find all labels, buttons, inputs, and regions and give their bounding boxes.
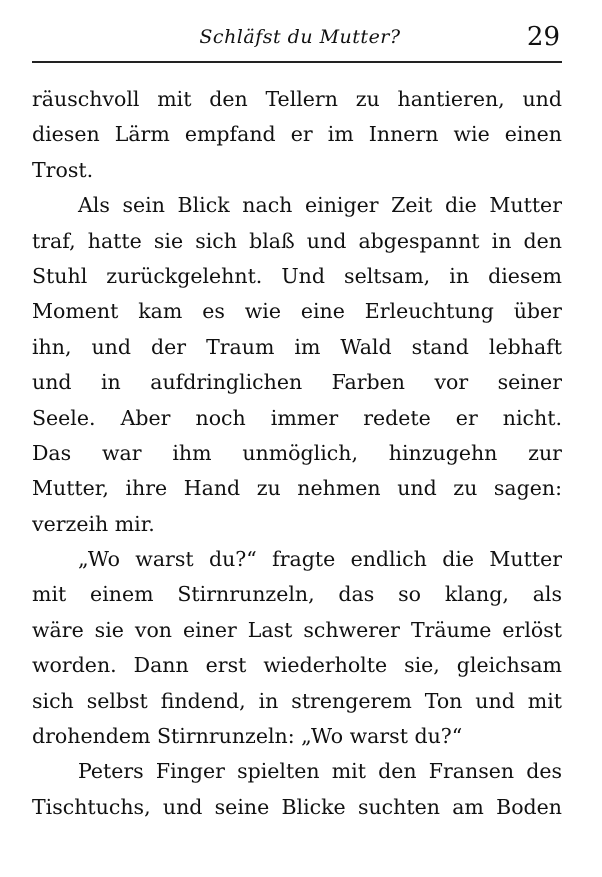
text-line: drohendem Stirnrunzeln: „Wo warst du?“ [32, 724, 463, 749]
text-line: Mutter, ihre Hand zu nehmen und zu sagen: [32, 476, 562, 501]
text-line: Peters Finger spielten mit den Fransen des [78, 759, 562, 784]
text-line: räuschvoll mit den Tellern zu hantieren, und [32, 87, 562, 111]
text-line: diesen Lärm empfand er im Innern wie einen [32, 122, 562, 147]
header-rule [32, 61, 562, 63]
text-line: Das war ihm unmöglich, hinzugehn zur [32, 440, 562, 465]
text-line: und in aufdringlichen Farben vor seiner [32, 370, 562, 395]
text-line: traf, hatte sie sich blaß und abgespannt in den [32, 228, 562, 253]
text-line: worden. Dann erst wiederholte sie, gleichsam [32, 653, 562, 678]
body-text [32, 82, 562, 825]
text-line: ihn, und der Traum im Wald stand lebhaft [32, 334, 562, 359]
running-head [32, 20, 568, 60]
text-line: wäre sie von einer Last schwerer Träume erlöst [32, 617, 562, 642]
text-line: Seele. Aber noch immer redete er nicht. [32, 405, 562, 430]
text-line: Tischtuchs, und seine Blicke suchten am Boden [32, 794, 562, 819]
running-title: Schläfst du Mutter? [199, 26, 401, 48]
text-line: Als sein Blick nach einiger Zeit die Mutter [78, 193, 562, 218]
text-line: Moment kam es wie eine Erleuchtung über [32, 299, 562, 324]
page-number: 29 [526, 22, 560, 52]
text-line: sich selbst findend, in strengerem Ton und mit [32, 688, 562, 713]
text-line: mit einem Stirnrunzeln, das so klang, als [32, 582, 562, 607]
text-line: Stuhl zurückgelehnt. Und seltsam, in diesem [32, 263, 562, 288]
text-line: „Wo warst du?“ fragte endlich die Mutter [78, 547, 562, 572]
text-line: Trost. [32, 157, 94, 182]
text-line: verzeih mir. [32, 511, 155, 536]
